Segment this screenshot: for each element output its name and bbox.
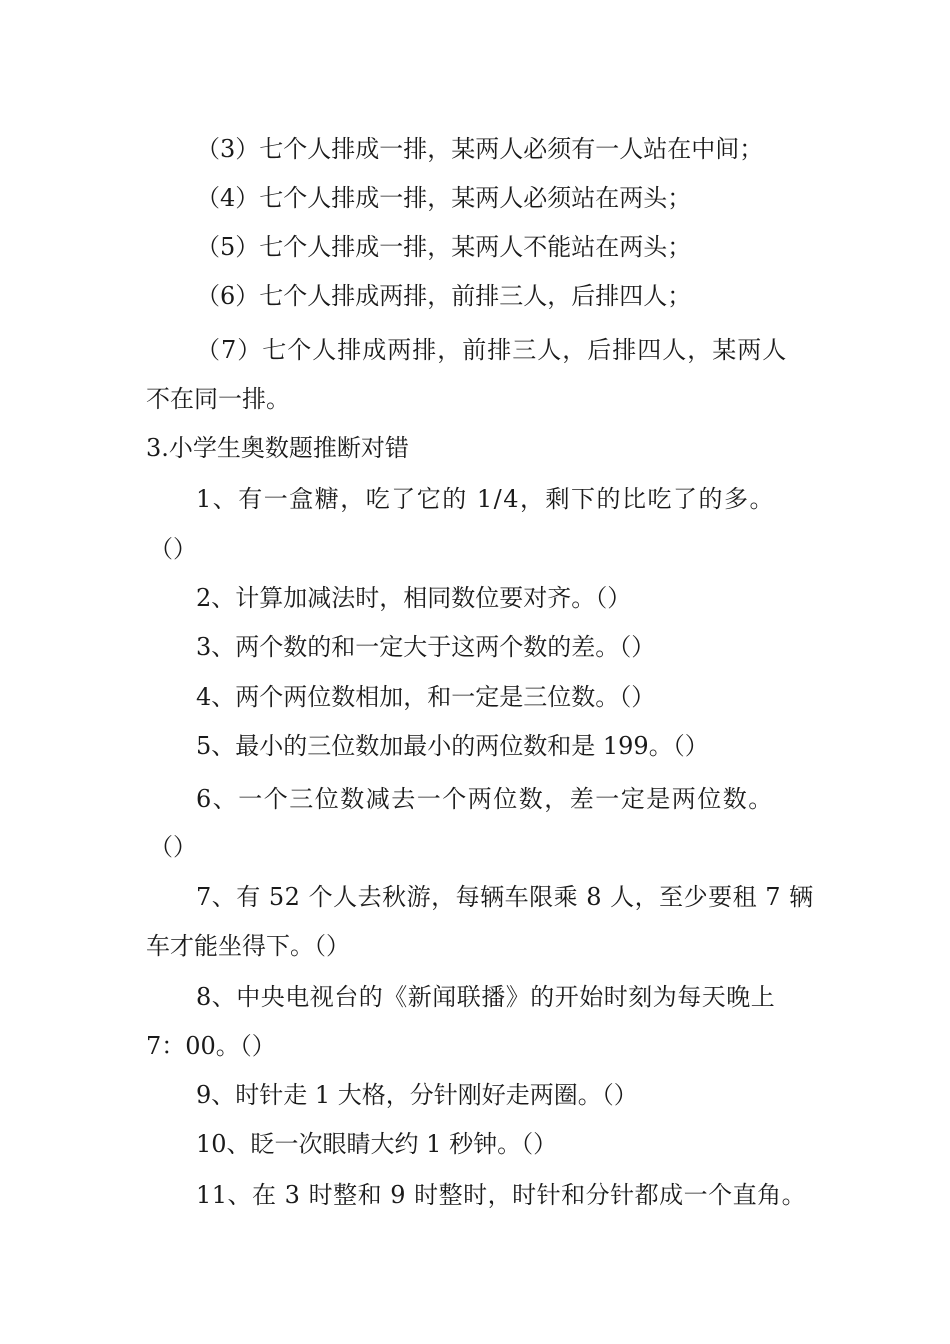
section-heading: 3.小学生奥数题推断对错	[146, 434, 409, 462]
question-line: 1、有一盒糖，吃了它的 1/4，剩下的比吃了的多。	[196, 485, 776, 513]
text-line: 不在同一排。	[146, 385, 290, 413]
question-line: 8、中央电视台的《新闻联播》的开始时刻为每天晚上	[196, 983, 776, 1011]
answer-blank: （）	[149, 535, 197, 563]
text-line: （3）七个人排成一排，某两人必须有一人站在中间；	[196, 135, 764, 163]
question-line: 6、一个三位数减去一个两位数，差一定是两位数。	[196, 785, 774, 813]
answer-blank: （）	[149, 833, 197, 861]
text-line: （7）七个人排成两排，前排三人，后排四人，某两人	[196, 336, 788, 364]
text-line: （4）七个人排成一排，某两人必须站在两头；	[196, 184, 692, 212]
question-line: 10、眨一次眼睛大约 1 秒钟。（）	[196, 1130, 558, 1158]
question-line: 7、有 52 个人去秋游，每辆车限乘 8 人，至少要租 7 辆	[196, 883, 814, 911]
question-line: 车才能坐得下。（）	[146, 932, 350, 960]
question-line: 5、最小的三位数加最小的两位数和是 199。（）	[196, 732, 709, 760]
text-line: （6）七个人排成两排，前排三人，后排四人；	[196, 282, 692, 310]
question-line: 11、在 3 时整和 9 时整时，时针和分针都成一个直角。	[196, 1181, 807, 1209]
question-line: 7：00。（）	[146, 1032, 276, 1060]
question-line: 4、两个两位数相加，和一定是三位数。（）	[196, 683, 656, 711]
question-line: 9、时针走 1 大格，分针刚好走两圈。（）	[196, 1081, 638, 1109]
question-line: 3、两个数的和一定大于这两个数的差。（）	[196, 633, 656, 661]
text-line: （5）七个人排成一排，某两人不能站在两头；	[196, 233, 692, 261]
question-line: 2、计算加减法时，相同数位要对齐。（）	[196, 584, 632, 612]
